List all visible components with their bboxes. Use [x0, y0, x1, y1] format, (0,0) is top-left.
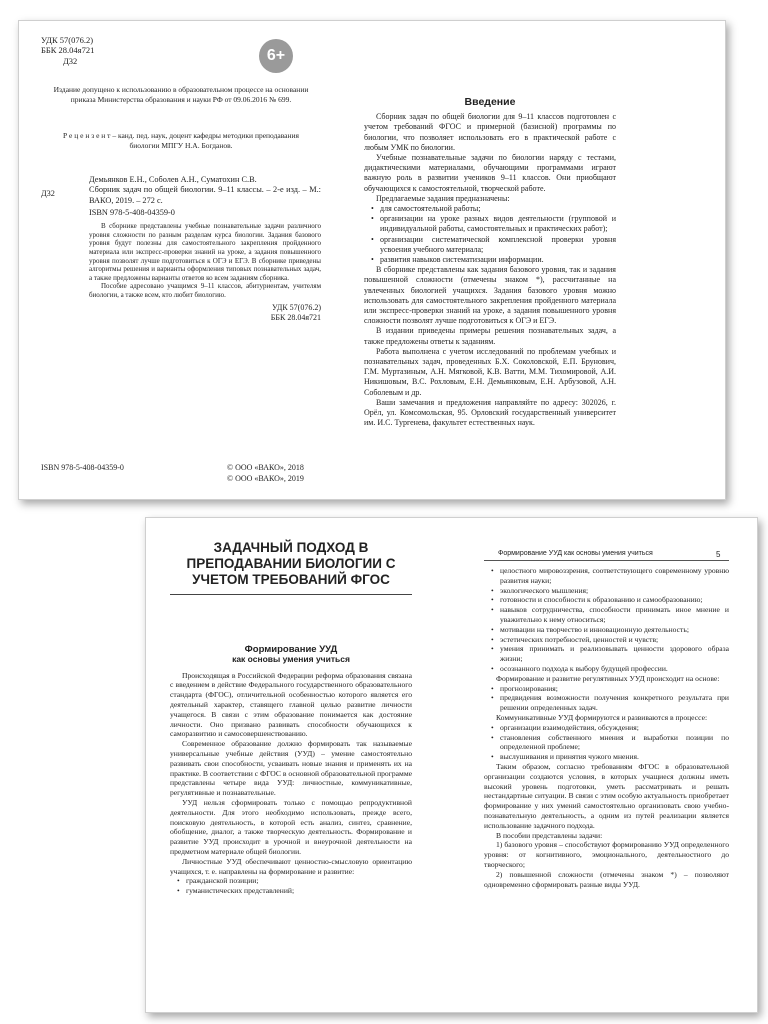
intro-paragraph-5: В издании приведены примеры решения познавательных задач, а также предложены ответы к заданиям.	[364, 326, 616, 346]
intro-paragraph-4: В сборнике представлены как задания базового уровня, так и задания повышенной сложности (отмечены знаком *), рассчитанные на увлеченных биологией учащихся. Задания базового уровня можно использовать для самостоятельного закрепления пройденного материала или экспресс-проверки знаний на уроке, а задания повышенного уровня сложности позволят лучше подготовиться к ОГЭ и ЕГЭ.	[364, 265, 616, 326]
intro-paragraph-6: Работа выполнена с учетом исследований по проблемам учебных и познавательных задач, проведенных Б.Х. Соколовской, Е.П. Брунович, Г.М. Муртазиным, А.Н. Мягковой, К.В. Ватти, М.М. Тихомировой, А.И. Никишовым, В.С. Рохловым, Е.Н. Демьянковым, Е.Н. Арбузовой, А.Н. Соболевым и др.	[364, 346, 616, 397]
bbk-code: ББК 28.04я721	[41, 45, 95, 56]
copyright-2019: © ООО «ВАКО», 2019	[227, 474, 304, 483]
running-head: Формирование УУД как основы умения учиться	[498, 550, 653, 557]
list-item: • организации взаимодействия, обсуждения;	[500, 723, 729, 733]
introduction-title: Введение	[464, 96, 516, 108]
regulative-list	[484, 684, 729, 713]
tasks-intro: В пособии представлены задачи:	[496, 830, 603, 840]
authors-line: Демьянков Е.Н., Соболев А.Н., Суматохин С.В.	[89, 175, 257, 184]
intro-paragraph-2: Учебные познавательные задачи по биологии наряду с тестами, дидактическими материалами, обучающими программами играют важную роль в развитии учеников 9–11 классов. Они приобщают обучающихся к самостоятельной, творческой работе.	[364, 153, 616, 193]
library-code: Д32	[41, 189, 55, 198]
isbn-card: ISBN 978-5-408-04359-0	[89, 207, 175, 217]
chapter-paragraph-3: УУД нельзя сформировать только с помощью репродуктивной деятельности. Для этого необходимо использовать, прежде всего, поисковую деятельность, в которой есть анализ, синтез, сравнение, обобщение, диалог, а также творческую деятельность. Формирование и развитие УУД происходит в урочной и внеурочной деятельности на предметном материале общей биологии.	[170, 797, 412, 856]
bbk-card-code: ББК 28.04я721	[270, 312, 321, 322]
book-spread-bottom	[145, 517, 758, 1013]
conclusion-paragraph: Таким образом, согласно требованиям ФГОС в образовательной организации создаются условия, в которых учащиеся должны иметь высокий уровень подготовки, уметь рассматривать и решать нестандартные ситуации. В связи с этим особую актуальность приобретает формирование у них умений самостоятельно организовать свою учебно-познавательную деятельность, а одним из путей реализации является использование задачного подхода.	[484, 761, 729, 830]
intro-paragraph-3: Предлагаемые задания предназначены:	[376, 193, 510, 203]
advanced-tasks: 2) повышенной сложности (отмечены знаком *) – позволяют одновременно сформировать разные виды УУД.	[484, 869, 729, 889]
list-item: • гуманистических представлений;	[186, 886, 412, 896]
book-spread-top	[18, 20, 726, 500]
list-item: • эстетических потребностей, ценностей и чувств;	[500, 635, 729, 645]
list-item: • организации систематической комплексной проверки уровня усвоения учебного материала;	[380, 235, 616, 255]
age-rating-badge: 6+	[259, 39, 293, 73]
isbn-bottom: ISBN 978-5-408-04359-0	[41, 463, 124, 472]
list-item: • развития навыков систематизации информации.	[380, 255, 616, 265]
list-item: • навыков сотрудничества, способности принимать иное мнение и уважительно к нему относиться;	[500, 605, 729, 625]
copyright-2018: © ООО «ВАКО», 2018	[227, 463, 304, 472]
basic-tasks: 1) базового уровня – способствуют формированию УУД определенного уровня: от когнитивного, эмоционального, деятельностного до творческого;	[484, 840, 729, 869]
chapter-paragraph-2: Современное образование должно формировать так называемые универсальные учебные действия (УУД) – умение самостоятельно развивать свои способности, усваивать новые знания и применять их на практике. В соответствии с ФГОС в основной образовательной программе представлены четыре вида УУД: личностные, коммуникативные, регулятивные и познавательные.	[170, 739, 412, 798]
chapter-title-rule	[170, 594, 412, 595]
introduction-page	[364, 97, 616, 429]
intro-paragraph-7: Ваши замечания и предложения направляйте по адресу: 302026, г. Орёл, ул. Комсомольская, 95. Орловский государственный университет им. И.С. Тургенева, факультет естественных наук.	[364, 397, 616, 428]
purpose-list	[364, 204, 616, 265]
annotation-text: В сборнике представлены учебные познавательные задачи различного уровня сложности по разным разделам курса биологии. Задания базового уровня будут полезны для самостоятельного закрепления пройденного материала или экспресс-проверки знаний на уроке, а задания повышенного уровня позволят лучше подготовиться к ОГЭ и ЕГЭ. В сборнике приведены алгоритмы решения и варианты оформления типовых познавательных задач, а также предложены варианты ответов ко всем заданиям сборника.	[89, 222, 321, 282]
communicative-list	[484, 723, 729, 762]
chapter-paragraph-1: Происходящая в Российской Федерации реформа образования связана с введением в действие Федерального государственного образовательного стандарта (ФГОС), отличительной особенностью которого является его деятельный характер, ставящего главной целью развитие личности учащегося. В связи с этим образование понимается как достояние личности. Оно призвано развивать способности обучающихся к саморазвитию и самосовершенствованию.	[170, 670, 412, 739]
list-item: • предвидения возможности получения конкретного результата при решении определенных задач.	[500, 693, 729, 713]
list-item: • для самостоятельной работы;	[380, 204, 616, 214]
imprint-page	[41, 35, 321, 490]
communicative-paragraph: Коммуникативные УУД формируются и развиваются в процессе:	[496, 712, 708, 722]
section-title: Формирование УУД	[244, 644, 338, 655]
chapter-page	[170, 540, 412, 896]
udk-code: УДК 57(076.2)	[41, 35, 94, 45]
list-item: • гражданской позиции;	[186, 876, 412, 886]
catalog-card	[41, 175, 321, 323]
intro-paragraph-1: Сборник задач по общей биологии для 9–11 классов подготовлен с учетом требований ФГОС и примерной (базисной) программы по биологии, что позволяет использовать его в практической работе с любым УМК по биологии.	[364, 112, 616, 152]
udk-card-code: УДК 57(076.2)	[272, 302, 321, 312]
running-head-rule	[484, 560, 729, 561]
list-item: • прогнозирования;	[500, 684, 729, 694]
list-item: • экологического мышления;	[500, 586, 729, 596]
reviewer-note: Р е ц е н з е н т – канд. пед. наук, доцент кафедры методики преподавания биологии МПГУ Н.А. Богданов.	[63, 131, 299, 150]
chapter-paragraph-4: Личностные УУД обеспечивают ценностно-смысловую ориентацию учащихся, т. е. направлены на формирование и развитие:	[170, 856, 412, 876]
list-item: • умения принимать и реализовывать ценности здорового образа жизни;	[500, 644, 729, 664]
book-description: Сборник задач по общей биологии. 9–11 классы. – 2-е изд. – М.: ВАКО, 2019. – 272 с.	[89, 185, 321, 205]
chapter-title: ЗАДАЧНЫЙ ПОДХОД В ПРЕПОДАВАНИИ БИОЛОГИИ С УЧЕТОМ ТРЕБОВАНИЙ ФГОС	[186, 540, 396, 587]
list-item: • становления собственного мнения и выработки позиции по определенной проблеме;	[500, 733, 729, 753]
list-item: • готовности и способности к образованию и самообразованию;	[500, 595, 729, 605]
approval-note: Издание допущено к использованию в образовательном процессе на основании приказа Министерства образования и науки РФ от 09.06.2016 № 699.	[53, 85, 309, 104]
uud-goals-list	[484, 566, 729, 674]
list-item: • мотивации на творчество и инновационную деятельность;	[500, 625, 729, 635]
audience-text: Пособие адресовано учащимся 9–11 классов, абитуриентам, учителям биологии, а также всем, кто любит биологию.	[89, 282, 321, 299]
list-item: • целостного мировоззрения, соответствующего современному уровню развития науки;	[500, 566, 729, 586]
author-mark: Д32	[63, 55, 78, 66]
list-item: • выслушивания и принятия чужого мнения.	[500, 752, 729, 762]
page-number: 5	[716, 550, 721, 559]
list-item: • организации на уроке разных видов деятельности (групповой и индивидуальной работы, самостоятельных и практических работ);	[380, 214, 616, 234]
personal-uud-list	[170, 876, 412, 896]
list-item: • осознанного подхода к выбору будущей профессии.	[500, 664, 729, 674]
regulative-paragraph: Формирование и развитие регулятивных УУД происходит на основе:	[496, 673, 720, 683]
section-subtitle: как основы умения учиться	[232, 653, 350, 664]
uud-page	[484, 566, 729, 889]
